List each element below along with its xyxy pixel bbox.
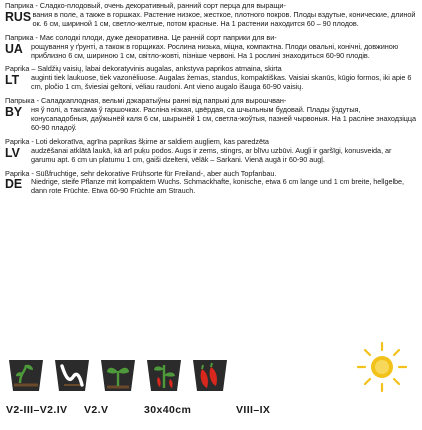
description-text: audzēšanai atklātā laukā, kā arī puķu podos. Augs ir zems, stingrs, ar blīvu uzbūvi. Augļi ir garšīgi, konusveida, ar garumu apt. 6 cm un platumu 1 cm, gaiši dzelteni, vēlāk – Sarkani. Vienā augā ir 60-90 augļ. [31, 145, 392, 164]
harvest-icon [190, 355, 230, 395]
description-ru [5, 2, 417, 29]
watering-icon [52, 355, 92, 395]
description-by [5, 97, 417, 133]
transplant-period: V2.V [84, 404, 109, 416]
description-lead: Paprika - Loti dekoratīva, agrīna paprikas šķirne ar saldiem augļiem, kas paredzēta [5, 136, 269, 146]
description-text: рощування у ґрунті, а також в горщиках. Рослина низька, міцна, компактна. Плоди овальні, конічні, довжиною приблизно 6 см, шириною 1 см, світло-жовті, пізніше червоні. На 1 рослині знаходиться 60-90 плодів. [31, 41, 399, 60]
plant-spacing: 30x40cm [144, 404, 192, 416]
description-lead: Paprika - Süßfruchtige, sehr dekorative Frühsorte für Freiland-, aber auch Topfanbau. [5, 168, 277, 178]
seedling-icon [98, 355, 138, 395]
description-ua [5, 34, 417, 61]
sowing-icon [6, 355, 46, 395]
description-lead: Paprika – Saldžių vaisių, labai dekoratyvinis augalas, ankstyva paprikos atmaina, skirta [5, 64, 282, 74]
pepper-plant-icon [144, 355, 184, 395]
description-text: auginti tiek laukuose, tiek vazonėliuose. Augalas žemas, standus, kompaktiškas. Vaisiai skanūs, kūgio formos, iki apie 6 cm, pločio 1 cm, šviesiai geltoni, vėliau raudoni. Ant vieno augalo išauga 60-90 vaisių. [31, 73, 412, 92]
description-lv [5, 138, 417, 165]
description-lt [5, 65, 417, 92]
description-de [5, 170, 417, 197]
language-code: RUS [5, 8, 32, 24]
description-text: вания в поле, а также в горшках. Растение низкое, жесткое, плотного покров. Плоды вздутые, конические, длиной ок. 6 см, шириной 1 см, светло-желтые, потом красные. На 1 растении находится 60 – 90 плодов. [32, 9, 416, 28]
description-text: ня ў полі, а таксама ў гаршочках. Расліна нізкая, цвёрдая, са шчыльным будовай. Плады ўздутыя, конусападобныя, даўжынёй каля 6 см, шырынёй 1 см, светла-жоўтыя, пазней чырвоныя. На 1 расліне знаходзіцца 60-90 пладоў. [31, 105, 417, 132]
cultivation-icons [6, 353, 416, 401]
description-lead: Паприка - Сладко-плодовый, очень декоративный, ранний сорт перца для выращи- [5, 1, 286, 10]
language-code: LT [5, 72, 20, 88]
description-lead: Папрыка - Саладкаплодная, вельмі дэкаратыўны ранні від папрыкі для вырошчван- [5, 96, 287, 106]
language-code: UA [5, 40, 23, 56]
sun-icon [354, 339, 410, 395]
cultivation-codes [6, 404, 416, 416]
language-code: LV [5, 144, 20, 160]
sowing-period: V2-III–V2.IV [6, 404, 68, 416]
harvest-period: VIII–IX [236, 404, 271, 416]
language-code: BY [5, 104, 23, 120]
description-lead: Паприка - Має солодкі плоди, дуже декоративна. Це ранній сорт паприки для ви- [5, 32, 277, 42]
description-text: Niedrige, steife Pflanze mit kompaktem Wuchs. Schmackhafte, konische, etwa 6 cm lange und 1 cm breite, hellgelbe, dann rote Früchte. Etwa 60-90 Früchte am Strauch. [31, 177, 405, 196]
language-code: DE [5, 176, 23, 192]
